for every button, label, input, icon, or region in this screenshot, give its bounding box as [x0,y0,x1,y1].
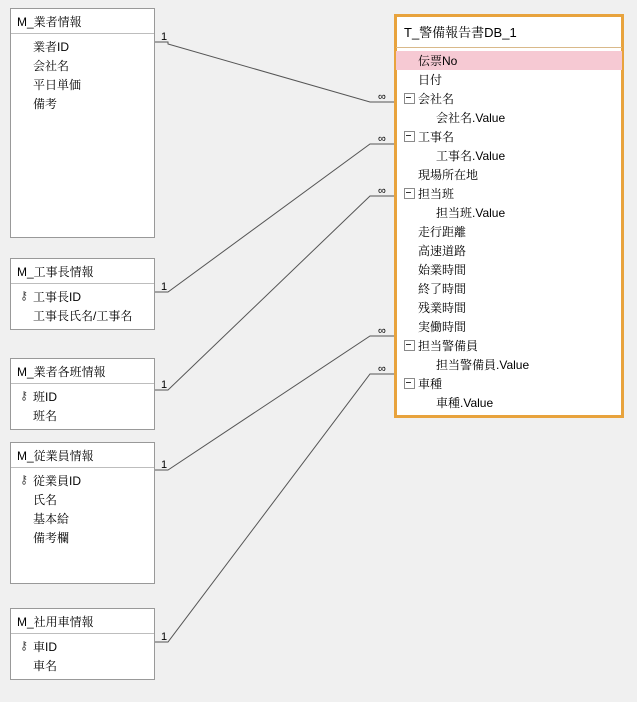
primary-key-icon: ⚷ [20,639,28,654]
table-box-koujichou[interactable] [10,258,155,330]
field-row[interactable] [396,165,622,184]
cardinality-one-2: 1 [161,281,168,293]
cardinality-many-3: ∞ [378,185,386,197]
field-label: 工事名.Value [436,149,506,163]
field-label: 車ID [33,640,58,654]
field-row[interactable] [396,184,622,203]
field-label: 会社名 [418,92,455,106]
field-label: 基本給 [33,512,70,526]
field-row[interactable] [11,306,154,325]
field-label: 担当班.Value [436,206,506,220]
field-list [11,284,154,329]
field-row[interactable] [11,471,154,490]
field-row[interactable] [396,279,622,298]
primary-key-icon: ⚷ [20,389,28,404]
field-label: 従業員ID [33,474,82,488]
table-box-gyousha[interactable] [10,8,155,238]
field-label: 氏名 [33,493,58,507]
relation-line-4 [155,336,394,470]
field-label: 車種 [418,377,443,391]
field-row[interactable] [396,203,622,222]
cardinality-one-5: 1 [161,631,168,643]
field-label: 残業時間 [418,301,467,315]
field-list [11,634,154,679]
field-list [11,384,154,429]
relation-line-1 [155,42,394,102]
cardinality-one-1: 1 [161,31,168,43]
collapse-minus-icon[interactable] [402,131,416,142]
collapse-minus-icon[interactable] [402,340,416,351]
field-row[interactable] [11,637,154,656]
field-label: 現場所在地 [418,168,479,182]
field-label: 業者ID [33,40,70,54]
primary-key-icon: ⚷ [20,473,28,488]
field-row[interactable] [11,490,154,509]
field-label: 終了時間 [418,282,467,296]
field-row[interactable] [11,387,154,406]
field-label: 高速道路 [418,244,467,258]
field-row[interactable] [11,75,154,94]
field-list [11,34,154,117]
field-row[interactable] [11,656,154,675]
field-label: 班ID [33,390,58,404]
field-row[interactable] [11,56,154,75]
cardinality-many-2: ∞ [378,133,386,145]
field-row[interactable] [11,528,154,547]
table-title: M_工事長情報 [11,259,154,284]
field-row[interactable] [396,260,622,279]
relation-line-2 [155,144,394,292]
collapse-minus-icon[interactable] [402,93,416,104]
field-label: 会社名 [33,59,70,73]
table-title: T_警備報告書DB_1 [396,16,622,48]
field-row[interactable] [396,374,622,393]
table-title: M_業者各班情報 [11,359,154,384]
primary-key-icon: ⚷ [20,289,28,304]
relation-line-5 [155,374,394,642]
cardinality-one-3: 1 [161,379,168,391]
field-label: 日付 [418,73,443,87]
field-row[interactable] [11,287,154,306]
field-row[interactable] [11,37,154,56]
cardinality-one-4: 1 [161,459,168,471]
field-label: 車名 [33,659,58,673]
field-list [396,48,622,416]
table-box-shayousha[interactable] [10,608,155,680]
field-row[interactable] [396,241,622,260]
table-box-juugyouin[interactable] [10,442,155,584]
field-row[interactable] [396,89,622,108]
field-label: 平日単価 [33,78,82,92]
field-label: 工事名 [418,130,455,144]
table-box-keibihoukokusho[interactable] [394,14,624,418]
field-label: 工事長ID [33,290,82,304]
field-label: 担当警備員 [418,339,479,353]
field-row[interactable] [11,94,154,113]
cardinality-many-4: ∞ [378,325,386,337]
cardinality-many-1: ∞ [378,91,386,103]
table-title: M_業者情報 [11,9,154,34]
cardinality-many-5: ∞ [378,363,386,375]
field-label: 始業時間 [418,263,467,277]
field-label: 実働時間 [418,320,467,334]
field-row[interactable] [11,406,154,425]
field-row[interactable] [396,108,622,127]
field-row[interactable] [396,393,622,412]
field-row[interactable] [396,70,622,89]
collapse-minus-icon[interactable] [402,188,416,199]
field-label: 備考 [33,97,58,111]
collapse-minus-icon[interactable] [402,378,416,389]
field-list [11,468,154,551]
table-title: M_従業員情報 [11,443,154,468]
field-label: 班名 [33,409,58,423]
field-label: 工事長氏名/工事名 [33,309,133,323]
field-label: 担当警備員.Value [436,358,530,372]
field-row[interactable] [396,336,622,355]
field-label: 備考欄 [33,531,70,545]
field-row-selected[interactable] [396,51,622,70]
field-row[interactable] [396,127,622,146]
table-box-kakuhan[interactable] [10,358,155,430]
field-label: 車種.Value [436,396,494,410]
field-row[interactable] [396,146,622,165]
field-row[interactable] [11,509,154,528]
field-row[interactable] [396,355,622,374]
table-title: M_社用車情報 [11,609,154,634]
field-label: 会社名.Value [436,111,506,125]
field-row[interactable] [396,317,622,336]
field-label: 担当班 [418,187,455,201]
field-label: 走行距離 [418,225,467,239]
relation-line-3 [155,196,394,390]
field-row[interactable] [396,298,622,317]
field-label: 伝票No [418,54,458,68]
field-row[interactable] [396,222,622,241]
